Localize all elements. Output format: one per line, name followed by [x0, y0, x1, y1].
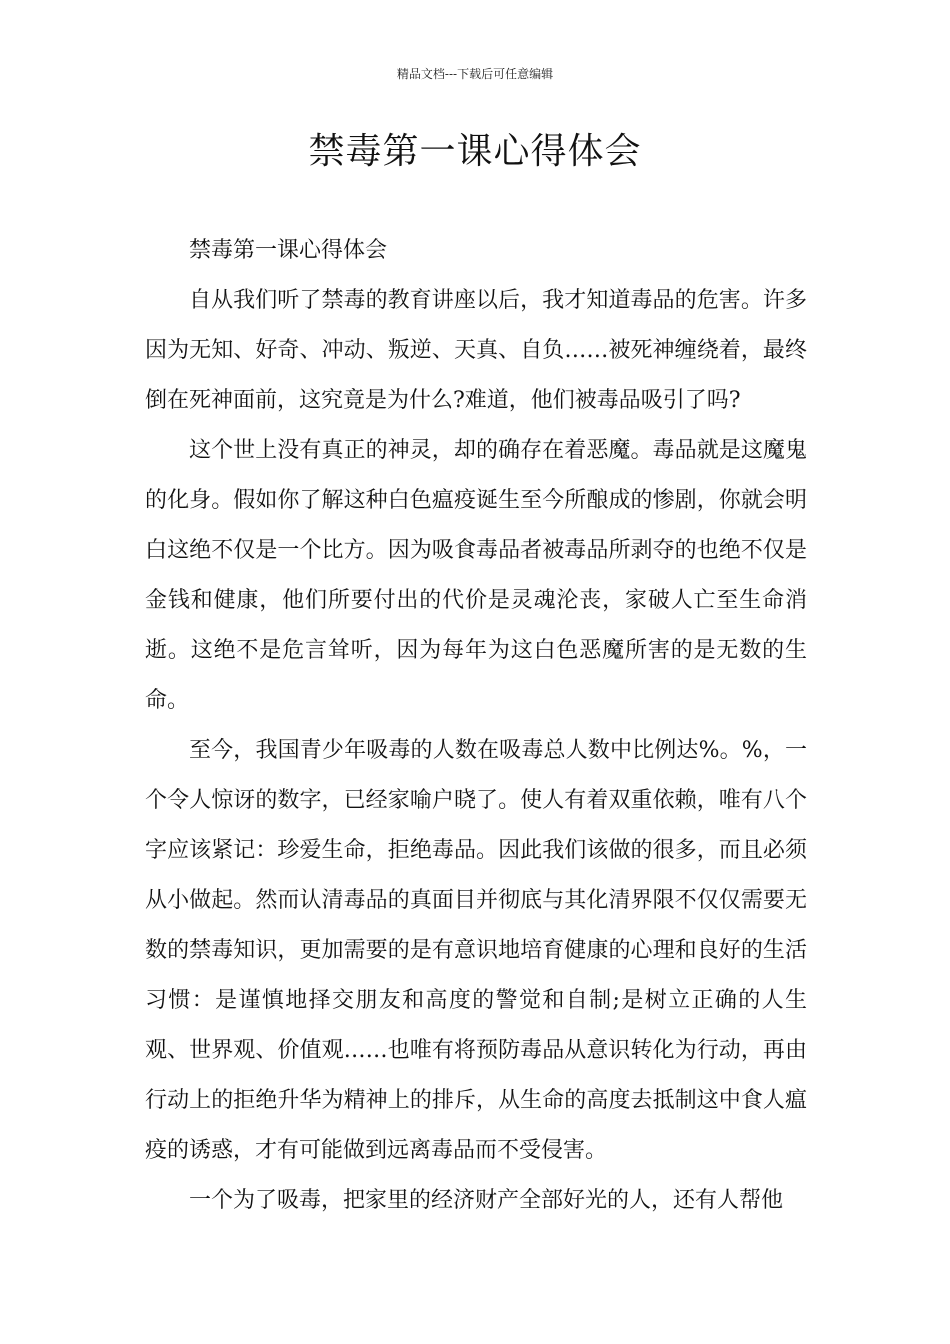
- document-title: 禁毒第一课心得体会: [308, 131, 642, 172]
- body-paragraph: 自从我们听了禁毒的教育讲座以后，我才知道毒品的危害。许多因为无知、好奇、冲动、叛逆、天真、自负……被死神缠绕着，最终倒在死神面前，这究竟是为什么?难道，他们被毒品吸引了吗?: [145, 288, 807, 413]
- body-paragraph: 至今，我国青少年吸毒的人数在吸毒总人数中比例达%。%，一个令人惊讶的数字，已经家喻户晓了。使人有着双重依赖，唯有八个字应该紧记：珍爱生命，拒绝毒品。因此我们该做的很多，而且必须从小做起。然而认清毒品的真面目并彻底与其化清界限不仅仅需要无数的禁毒知识，更加需要的是有意识地培育健康的心理和良好的生活习惯：是谨慎地择交朋友和高度的警觉和自制;是树立正确的人生观、世界观、价值观……也唯有将预防毒品从意识转化为行动，再由行动上的拒绝升华为精神上的排斥，从生命的高度去抵制这中食人瘟疫的诱惑，才有可能做到远离毒品而不受侵害。: [145, 738, 807, 1163]
- body-paragraph: 这个世上没有真正的神灵，却的确存在着恶魔。毒品就是这魔鬼的化身。假如你了解这种白色瘟疫诞生至今所酿成的惨剧，你就会明白这绝不仅是一个比方。因为吸食毒品者被毒品所剥夺的也绝不仅是金钱和健康，他们所要付出的代价是灵魂沦丧，家破人亡至生命消逝。这绝不是危言耸听，因为每年为这白色恶魔所害的是无数的生命。: [145, 438, 807, 713]
- header-note: 精品文档---下载后可任意编辑: [396, 67, 554, 81]
- body-subtitle-paragraph: 禁毒第一课心得体会: [189, 238, 388, 263]
- body-paragraph: 一个为了吸毒，把家里的经济财产全部好光的人，还有人帮他: [189, 1188, 784, 1213]
- document-body: [145, 226, 807, 1226]
